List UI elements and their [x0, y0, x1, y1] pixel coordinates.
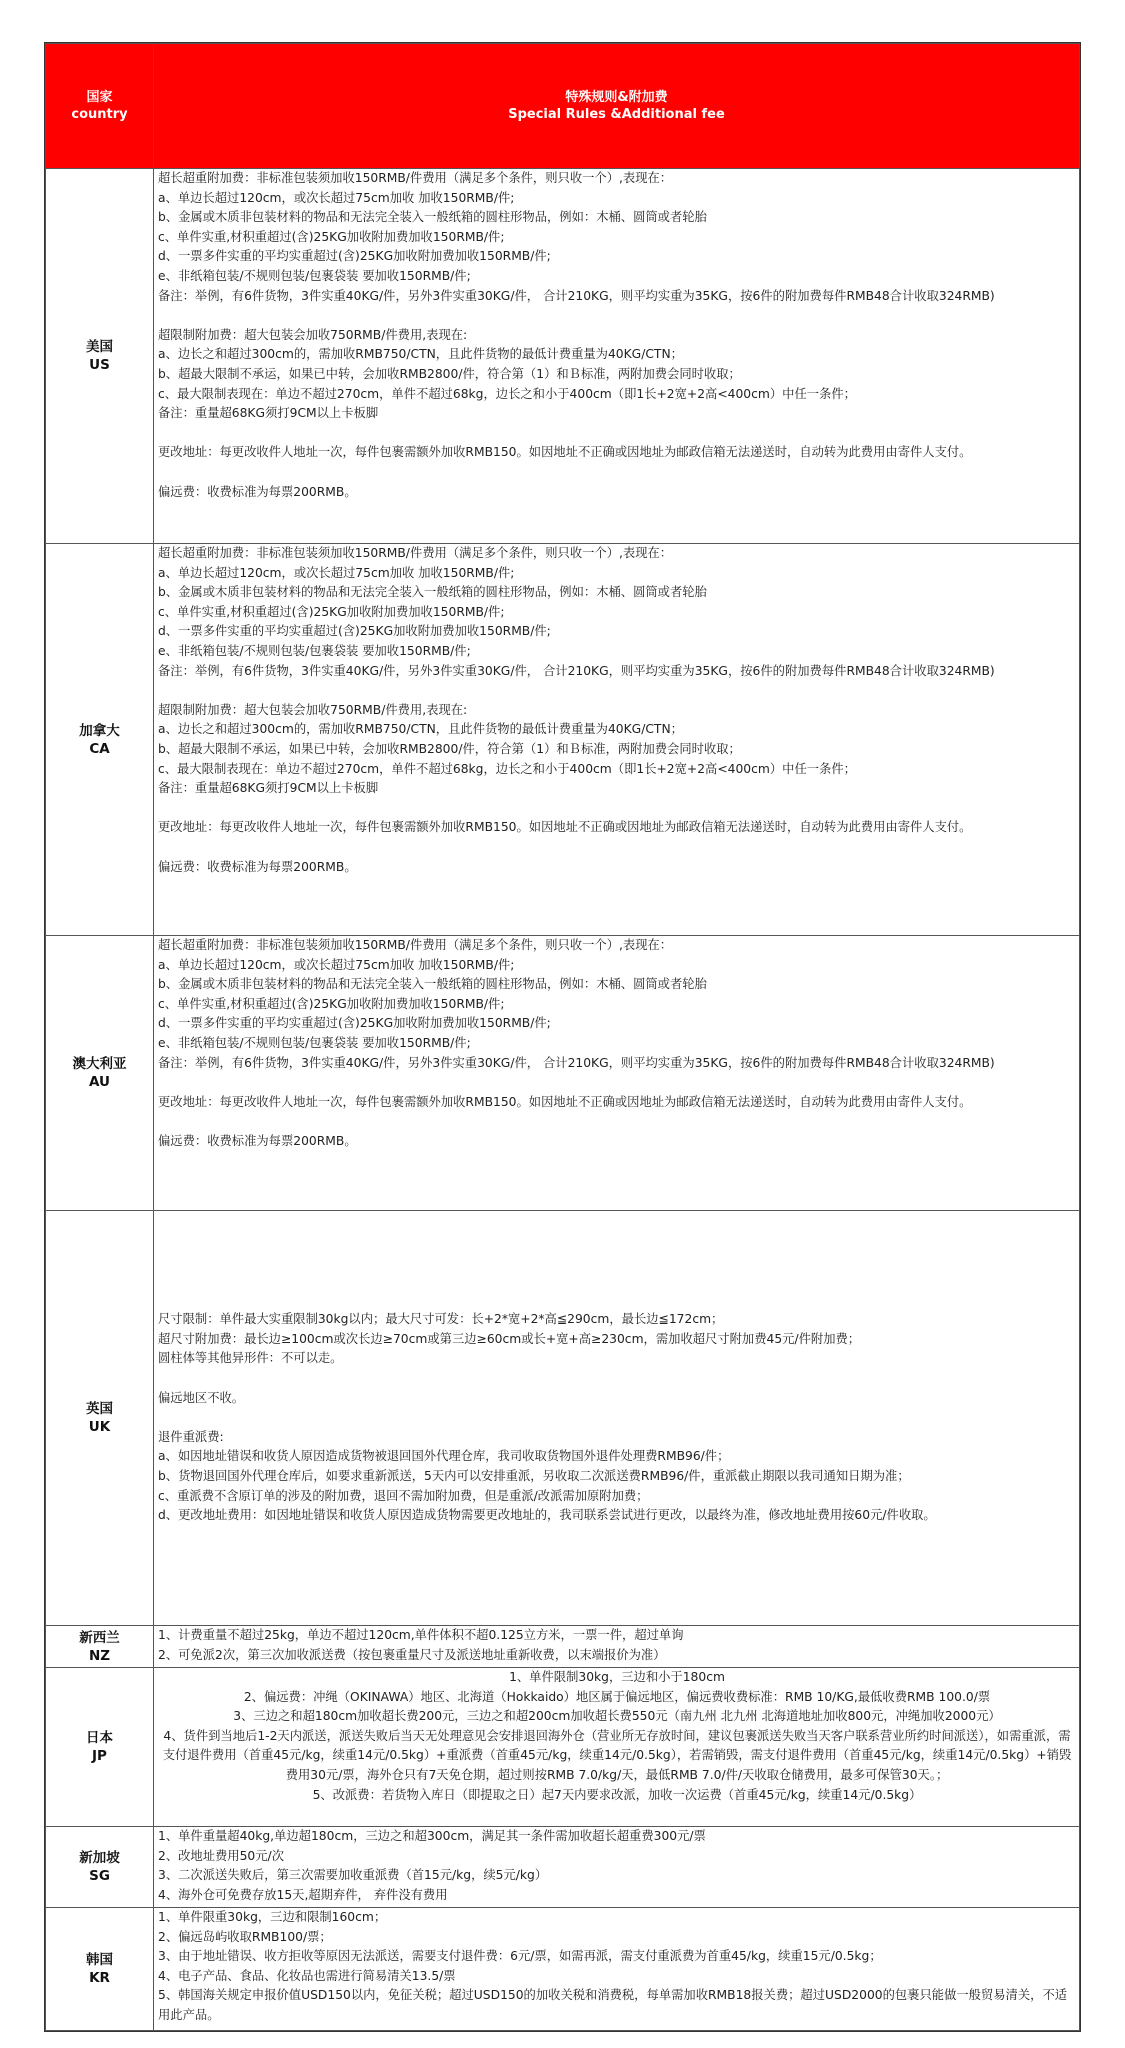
rules-cell — [154, 1211, 1080, 1626]
country-code: KR — [89, 1970, 110, 1986]
table-row — [46, 169, 1080, 544]
table-row — [46, 544, 1080, 936]
table-row — [46, 1827, 1080, 1908]
table-row — [46, 1626, 1080, 1668]
rules-cell — [154, 1827, 1080, 1908]
blank-line — [158, 1073, 1076, 1093]
rule-line: b、超最大限制不承运，如果已中转，会加收RMB2800/件，符合第（1）和Ｂ标准，两附加费会同时收取； — [158, 741, 741, 756]
rule-line: d、更改地址费用：如因地址错误和收货人原因造成货物需要更改地址的，我司联系尝试进行更改，以最终为准，修改地址费用按60元/件收取。 — [158, 1508, 936, 1523]
country-name-cn: 英国 — [86, 1401, 113, 1417]
country-cell — [46, 936, 154, 1211]
blank-line — [158, 424, 1076, 444]
country-cell — [46, 544, 154, 936]
blank-line — [158, 1369, 1076, 1389]
table-row — [46, 1908, 1080, 2031]
rule-line: 1、单件限重30kg，三边和限制160cm； — [158, 1910, 387, 1924]
header-rules-cn: 特殊规则&附加费 — [565, 90, 668, 105]
country-name-cn: 加拿大 — [79, 722, 120, 739]
country-code: UK — [88, 1419, 111, 1435]
rules-table — [45, 43, 1080, 2031]
rules-cell — [154, 169, 1080, 544]
header-country-cn: 国家 — [86, 90, 113, 105]
table-header-row — [46, 44, 1080, 169]
rule-line: 备注：举例，有6件货物，3件实重40KG/件，另外3件实重30KG/件， 合计210KG，则平均实重为35KG，按6件的附加费每件RMB48合计收取324RMB) — [158, 288, 995, 303]
rules-table-sheet — [44, 42, 1081, 2032]
rule-line: b、金属或木质非包装材料的物品和无法完全装入一般纸箱的圆柱形物品，例如：木桶、圆筒或者轮胎 — [158, 977, 707, 992]
rules-cell — [154, 544, 1080, 936]
rule-line: 3、三边之和超180cm加收超长费200元，三边之和超200cm加收超长费550元（南九州 北九州 北海道地址加收800元，冲绳加收2000元） — [233, 1709, 1001, 1724]
header-rules-en: Special Rules &Additional fee — [508, 107, 725, 122]
rule-line: b、货物退回国外代理仓库后，如要求重新派送，5天内可以安排重派，另收取二次派送费RMB96/件，重派截止期限以我司通知日期为准； — [158, 1468, 910, 1483]
rules-cell — [154, 1626, 1080, 1668]
rule-line: 更改地址：每更改收件人地址一次，每件包裹需额外加收RMB150。如因地址不正确或因地址为邮政信箱无法递送时，自动转为此费用由寄件人支付。 — [158, 1094, 972, 1109]
rules-cell — [154, 936, 1080, 1211]
rule-line: 偏远费：收费标准为每票200RMB。 — [158, 859, 357, 874]
rule-line: 1、单件重量超40kg,单边超180cm，三边之和超300cm，满足其一条件需加收超长超重费300元/票 — [158, 1829, 706, 1843]
country-name-cn: 新加坡 — [79, 1850, 120, 1866]
table-row — [46, 1211, 1080, 1626]
rules-cell — [154, 1668, 1080, 1827]
rule-line: 圆柱体等其他异形件：不可以走。 — [158, 1351, 343, 1366]
country-code: CA — [89, 740, 110, 757]
rule-line: a、单边长超过120cm，或次长超过75cm加收 加收150RMB/件; — [158, 190, 515, 205]
country-cell — [46, 1211, 154, 1626]
blank-line — [158, 463, 1076, 483]
table-row — [46, 1668, 1080, 1827]
rule-line: 偏远地区不收。 — [158, 1390, 245, 1405]
country-code: SG — [89, 1868, 110, 1884]
country-cell — [46, 1908, 154, 2031]
country-cell — [46, 1668, 154, 1827]
rule-line: 尺寸限制：单件最大实重限制30kg以内；最大尺寸可发：长+2*宽+2*高≦290cm，最长边≦172cm； — [158, 1312, 724, 1327]
rule-line: d、一票多件实重的平均实重超过(含)25KG加收附加费加收150RMB/件; — [158, 624, 551, 639]
rule-line: 2、改地址费用50元/次 — [158, 1848, 284, 1863]
rule-line: 1、计费重量不超过25kg，单边不超过120cm,单件体积不超0.125立方米，一票一件，超过单询 — [158, 1628, 684, 1642]
country-cell — [46, 1827, 154, 1908]
rule-line: c、最大限制表现在：单边不超过270cm，单件不超过68kg，边长之和小于400cm（即1长+2宽+2高<400cm）中任一条件； — [158, 386, 856, 401]
country-cell — [46, 169, 154, 544]
country-name-cn: 韩国 — [86, 1952, 113, 1968]
rule-line: 1、单件限制30kg，三边和小于180cm — [509, 1670, 725, 1684]
header-rules — [154, 44, 1080, 169]
country-cell — [46, 1626, 154, 1668]
blank-line — [158, 681, 1076, 701]
table-row — [46, 936, 1080, 1211]
rule-line: a、如因地址错误和收货人原因造成货物被退回国外代理仓库，我司收取货物国外退件处理费RMB96/件； — [158, 1449, 730, 1464]
rule-line: c、单件实重,材积重超过(含)25KG加收附加费加收150RMB/件; — [158, 604, 505, 619]
rule-line: e、非纸箱包装/不规则包装/包裹袋装 要加收150RMB/件; — [158, 643, 471, 658]
rule-line: b、金属或木质非包装材料的物品和无法完全装入一般纸箱的圆柱形物品，例如：木桶、圆筒或者轮胎 — [158, 585, 707, 600]
rule-line: 2、偏远费：冲绳（OKINAWA）地区、北海道（Hokkaido）地区属于偏远地区，偏远费收费标准：RMB 10/KG,最低收费RMB 100.0/票 — [243, 1689, 991, 1704]
blank-line — [158, 1112, 1076, 1132]
rule-line: c、单件实重,材积重超过(含)25KG加收附加费加收150RMB/件; — [158, 996, 505, 1011]
blank-line — [158, 838, 1076, 858]
rule-line: a、单边长超过120cm，或次长超过75cm加收 加收150RMB/件; — [158, 957, 515, 972]
rule-line: c、最大限制表现在：单边不超过270cm，单件不超过68kg，边长之和小于400cm（即1长+2宽+2高<400cm）中任一条件； — [158, 761, 856, 776]
country-code: US — [89, 357, 110, 373]
rule-line: 偏远费：收费标准为每票200RMB。 — [158, 1133, 357, 1148]
rule-line: 4、电子产品、食品、化妆品也需进行简易清关13.5/票 — [158, 1968, 456, 1983]
rule-line: c、重派费不含原订单的涉及的附加费，退回不需加附加费，但是重派/改派需加原附加费； — [158, 1488, 649, 1503]
country-name-cn: 美国 — [86, 339, 113, 355]
rule-line: e、非纸箱包装/不规则包装/包裹袋装 要加收150RMB/件; — [158, 1035, 471, 1050]
blank-line — [158, 799, 1076, 819]
rule-line: 4、海外仓可免费存放15天,超期弃件， 弃件没有费用 — [158, 1887, 448, 1902]
rule-line: 5、韩国海关规定申报价值USD150以内，免征关税；超过USD150的加收关税和消费税，每单需加收RMB18报关费；超过USD2000的包裹只能做一般贸易清关，不适用此产品。 — [158, 1988, 1068, 2022]
rule-line: 5、改派费：若货物入库日（即提取之日）起7天内要求改派，加收一次运费（首重45元/kg，续重14元/0.5kg） — [312, 1787, 922, 1802]
rule-line: 超长超重附加费：非标准包装须加收150RMB/件费用（满足多个条件，则只收一个）,表现在： — [158, 938, 673, 952]
rules-cell — [154, 1908, 1080, 2031]
rule-line: 3、二次派送失败后，第三次需要加收重派费（首15元/kg，续5元/kg） — [158, 1868, 548, 1883]
blank-line — [158, 1408, 1076, 1428]
rule-line: 更改地址：每更改收件人地址一次，每件包裹需额外加收RMB150。如因地址不正确或因地址为邮政信箱无法递送时，自动转为此费用由寄件人支付。 — [158, 820, 972, 835]
rule-line: a、边长之和超过300cm的，需加收RMB750/CTN，且此件货物的最低计费重量为40KG/CTN； — [158, 722, 683, 737]
rule-line: 退件重派费: — [158, 1429, 224, 1444]
rule-line: b、金属或木质非包装材料的物品和无法完全装入一般纸箱的圆柱形物品，例如：木桶、圆筒或者轮胎 — [158, 210, 707, 225]
rule-line: 备注：重量超68KG须打9CM以上卡板脚 — [158, 781, 379, 796]
rule-line: d、一票多件实重的平均实重超过(含)25KG加收附加费加收150RMB/件; — [158, 249, 551, 264]
rule-line: a、边长之和超过300cm的，需加收RMB750/CTN，且此件货物的最低计费重量为40KG/CTN； — [158, 347, 683, 362]
rule-line: 偏远费：收费标准为每票200RMB。 — [158, 484, 357, 499]
blank-line — [158, 306, 1076, 326]
country-name-cn: 新西兰 — [79, 1629, 120, 1646]
country-code: AU — [89, 1074, 110, 1090]
rule-line: 2、可免派2次，第三次加收派送费（按包裹重量尺寸及派送地址重新收费，以末端报价为准） — [158, 1647, 666, 1662]
rule-line: 备注：重量超68KG须打9CM以上卡板脚 — [158, 406, 379, 421]
rule-line: a、单边长超过120cm，或次长超过75cm加收 加收150RMB/件; — [158, 565, 515, 580]
rule-line: 备注：举例，有6件货物，3件实重40KG/件，另外3件实重30KG/件， 合计210KG，则平均实重为35KG，按6件的附加费每件RMB48合计收取324RMB) — [158, 1055, 995, 1070]
header-country-en: country — [71, 107, 128, 122]
rule-line: 3、由于地址错误、收方拒收等原因无法派送，需要支付退件费：6元/票，如需再派，需支付重派费为首重45/kg，续重15元/0.5kg； — [158, 1949, 882, 1964]
country-name-cn: 澳大利亚 — [72, 1056, 127, 1072]
rule-line: 4、货件到当地后1-2天内派送，派送失败后当天无处理意见会安排退回海外仓（营业所无存放时间，建议包裹派送失败当天客户联系营业所约时间派送），如需重派，需支付退件费用（首重45元/kg，续重14元/0.5kg）+重派费（首重45元/kg，续重14元/0.5kg），若需销毁，需支付退件费用（首重45元/kg，续重14元/0.5kg）+销毁费用30元/票，海外仓只有7天免仓期，超过则按RMB 7.0/kg/天，最低RMB 7.0/件/天收取仓储费用，最多可保管30天。； — [162, 1728, 1072, 1782]
rule-line: 超尺寸附加费：最长边≥100cm或次长边≥70cm或第三边≥60cm或长+宽+高≥230cm，需加收超尺寸附加费45元/件附加费； — [158, 1331, 861, 1346]
rule-line: 超长超重附加费：非标准包装须加收150RMB/件费用（满足多个条件，则只收一个）,表现在： — [158, 546, 673, 560]
rule-line: c、单件实重,材积重超过(含)25KG加收附加费加收150RMB/件; — [158, 229, 505, 244]
rule-line: d、一票多件实重的平均实重超过(含)25KG加收附加费加收150RMB/件; — [158, 1016, 551, 1031]
rule-line: 2、偏远岛屿收取RMB100/票； — [158, 1929, 332, 1944]
country-name-cn: 日本 — [86, 1730, 113, 1746]
rule-line: 备注：举例，有6件货物，3件实重40KG/件，另外3件实重30KG/件， 合计210KG，则平均实重为35KG，按6件的附加费每件RMB48合计收取324RMB) — [158, 663, 995, 678]
rule-line: 超长超重附加费：非标准包装须加收150RMB/件费用（满足多个条件，则只收一个）,表现在： — [158, 171, 673, 185]
rule-line: b、超最大限制不承运，如果已中转，会加收RMB2800/件，符合第（1）和Ｂ标准，两附加费会同时收取； — [158, 366, 741, 381]
country-code: JP — [92, 1748, 107, 1764]
header-country — [46, 44, 154, 169]
rule-line: 超限制附加费：超大包装会加收750RMB/件费用,表现在: — [158, 327, 468, 342]
country-code: NZ — [88, 1647, 111, 1664]
rule-line: 更改地址：每更改收件人地址一次，每件包裹需额外加收RMB150。如因地址不正确或因地址为邮政信箱无法递送时，自动转为此费用由寄件人支付。 — [158, 445, 972, 460]
rule-line: 超限制附加费：超大包装会加收750RMB/件费用,表现在: — [158, 702, 468, 717]
rule-line: e、非纸箱包装/不规则包装/包裹袋装 要加收150RMB/件; — [158, 268, 471, 283]
